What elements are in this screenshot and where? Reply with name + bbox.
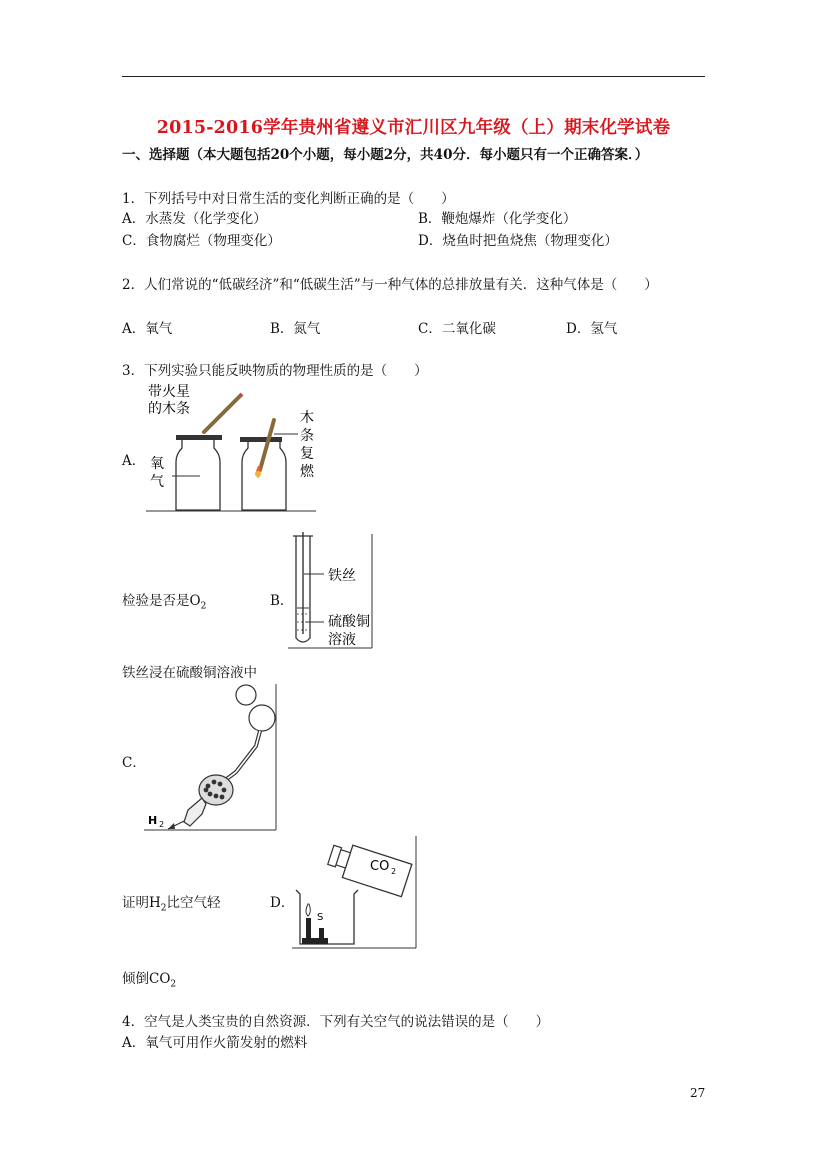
page-number: 27 — [690, 1086, 706, 1100]
gas-label-line1: 氧 — [150, 456, 164, 472]
q2-option-c: C．二氧化碳 — [418, 321, 496, 337]
q1-option-c: C．食物腐烂（物理变化） — [122, 233, 281, 249]
q3-option-c-letter: C． — [122, 755, 146, 771]
q1-stem: 1．下列括号中对日常生活的变化判断正确的是（ ） — [122, 191, 455, 207]
d-bottle-label: CO — [370, 859, 390, 874]
q1-option-d: D．烧鱼时把鱼烧焦（物理变化） — [418, 233, 618, 249]
splint-label-line1: 带火星 — [148, 384, 190, 400]
q3-stem: 3．下列实验只能反映物质的物理性质的是（ ） — [122, 363, 428, 379]
q4-option-a: A．氧气可用作火箭发射的燃料 — [122, 1035, 308, 1051]
q1-option-a: A．水蒸发（化学变化） — [122, 211, 267, 227]
q3-option-c-caption: 证明$H_2$比空气轻 — [122, 895, 221, 914]
section-heading: 一、选择题（本大题包括20个小题，每小题2分，共40分．每小题只有一个正确答案．） — [122, 147, 649, 163]
relight-char-4: 燃 — [300, 464, 314, 480]
c-gas-sub: 2 — [159, 820, 165, 829]
q2-option-b: B．氮气 — [270, 321, 321, 337]
co2-beaker-diagram — [292, 834, 422, 952]
relight-char-2: 条 — [300, 428, 314, 444]
q2-option-a: A．氧气 — [122, 321, 173, 337]
iron-wire-test-tube-diagram — [288, 530, 378, 650]
q3-option-d-caption: 倾倒$CO_2$ — [122, 971, 177, 990]
q3-option-d-letter: D． — [270, 895, 295, 911]
q2-stem: 2．人们常说的“低碳经济”和“低碳生活”与一种气体的总排放量有关．这种气体是（ ） — [122, 277, 658, 293]
relight-char-1: 木 — [300, 410, 314, 426]
q3-option-b-letter: B． — [270, 593, 294, 609]
header-rule — [122, 76, 705, 77]
exam-title: 2015-2016学年贵州省遵义市汇川区九年级（上）期末化学试卷 — [156, 118, 671, 138]
gas-label-line2: 气 — [150, 474, 164, 490]
q4-stem: 4．空气是人类宝贵的自然资源．下列有关空气的说法错误的是（ ） — [122, 1014, 550, 1030]
hydrogen-balloon-diagram — [144, 684, 280, 832]
c-gas-label: H — [148, 814, 158, 827]
q1-option-b: B．鞭炮爆炸（化学变化） — [418, 211, 577, 227]
d-candle-label: S — [317, 912, 324, 923]
oxygen-test-diagram — [146, 380, 326, 514]
q2-option-d: D．氢气 — [566, 321, 618, 337]
solution-label-line2: 溶液 — [328, 632, 356, 648]
splint-label-line2: 的木条 — [148, 401, 190, 417]
relight-char-3: 复 — [300, 446, 314, 462]
q3-option-a-caption: 检验是否是$O_2$ — [122, 593, 207, 612]
q3-option-a-letter: A． — [122, 453, 146, 469]
d-bottle-sub: 2 — [391, 867, 397, 876]
q3-option-b-caption: 铁丝浸在硫酸铜溶液中 — [122, 665, 257, 681]
wire-label: 铁丝 — [328, 568, 356, 584]
solution-label-line1: 硫酸铜 — [328, 614, 370, 630]
